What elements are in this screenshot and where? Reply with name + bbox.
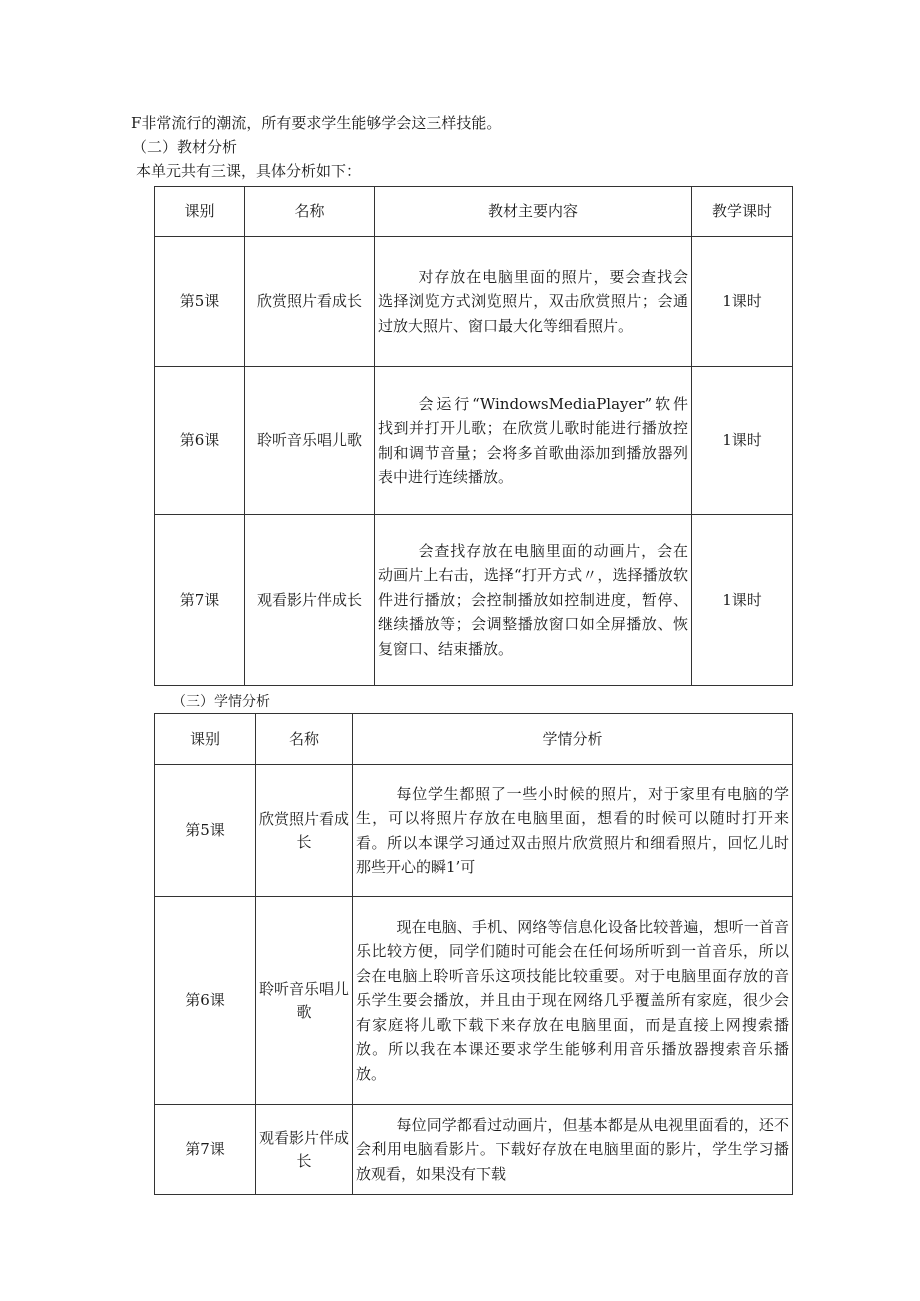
cell-name: 聆听音乐唱儿歌 (256, 897, 353, 1105)
cell-content: 会查找存放在电脑里面的动画片，会在动画片上右击，选择“打开方式〃，选择播放软件进行播放；会控制播放如控制进度，暂停、继续播放等；会调整播放窗口如全屏播放、恢复窗口、结束播放。 (375, 515, 692, 686)
intro-line: F非常流行的潮流，所有要求学生能够学会这三样技能。 (131, 114, 502, 132)
cell-hours: 1课时 (692, 515, 793, 686)
table-row (155, 1105, 793, 1195)
cell-content: 对存放在电脑里面的照片，要会查找会选择浏览方式浏览照片，双击欣赏照片；会通过放大照片、窗口最大化等细看照片。 (375, 237, 692, 367)
section-heading-student-analysis: （三）学情分析 (172, 694, 270, 710)
cell-hours: 1课时 (692, 237, 793, 367)
cell-name: 观看影片伴成长 (245, 515, 375, 686)
section-heading-material-analysis: （二）教材分析 (132, 138, 238, 156)
cell-hours: 1课时 (692, 367, 793, 515)
cell-name: 欣赏照片看成长 (256, 765, 353, 897)
cell-name: 观看影片伴成长 (256, 1105, 353, 1195)
cell-lesson: 第6课 (155, 367, 245, 515)
cell-lesson: 第7课 (155, 1105, 256, 1195)
table-header-row (155, 187, 793, 237)
student-analysis-table (154, 713, 793, 1195)
header-lesson: 课别 (155, 187, 245, 237)
cell-analysis: 每位同学都看过动画片，但基本都是从电视里面看的，还不会利用电脑看影片。下载好存放在电脑里面的影片，学生学习播放观看，如果没有下载 (353, 1105, 793, 1195)
header-name: 名称 (245, 187, 375, 237)
cell-name: 欣赏照片看成长 (245, 237, 375, 367)
header-name: 名称 (256, 714, 353, 765)
cell-lesson: 第5课 (155, 765, 256, 897)
material-analysis-table (154, 186, 793, 686)
intro-summary-line: 本单元共有三课，具体分析如下： (136, 162, 362, 180)
table-row (155, 367, 793, 515)
cell-lesson: 第6课 (155, 897, 256, 1105)
cell-name: 聆听音乐唱儿歌 (245, 367, 375, 515)
table-header-row (155, 714, 793, 765)
header-lesson: 课别 (155, 714, 256, 765)
table-row (155, 765, 793, 897)
cell-analysis: 每位学生都照了一些小时候的照片，对于家里有电脑的学生，可以将照片存放在电脑里面，想看的时候可以随时打开来看。所以本课学习通过双击照片欣赏照片和细看照片，回忆儿时那些开心的瞬1’可 (353, 765, 793, 897)
table-row (155, 897, 793, 1105)
cell-lesson: 第7课 (155, 515, 245, 686)
cell-content: 会运行“WindowsMediaPlayer”软件找到并打开儿歌；在欣赏儿歌时能进行播放控制和调节音量；会将多首歌曲添加到播放器列表中进行连续播放。 (375, 367, 692, 515)
header-hours: 教学课时 (692, 187, 793, 237)
table-row (155, 237, 793, 367)
cell-analysis: 现在电脑、手机、网络等信息化设备比较普遍，想听一首音乐比较方便，同学们随时可能会在任何场所听到一首音乐，所以会在电脑上聆听音乐这项技能比较重要。对于电脑里面存放的音乐学生要会播放，并且由于现在网络几乎覆盖所有家庭，很少会有家庭将儿歌下载下来存放在电脑里面，而是直接上网搜索播放。所以我在本课还要求学生能够利用音乐播放器搜索音乐播放。 (353, 897, 793, 1105)
header-content: 教材主要内容 (375, 187, 692, 237)
header-analysis: 学情分析 (353, 714, 793, 765)
table-row (155, 515, 793, 686)
cell-lesson: 第5课 (155, 237, 245, 367)
